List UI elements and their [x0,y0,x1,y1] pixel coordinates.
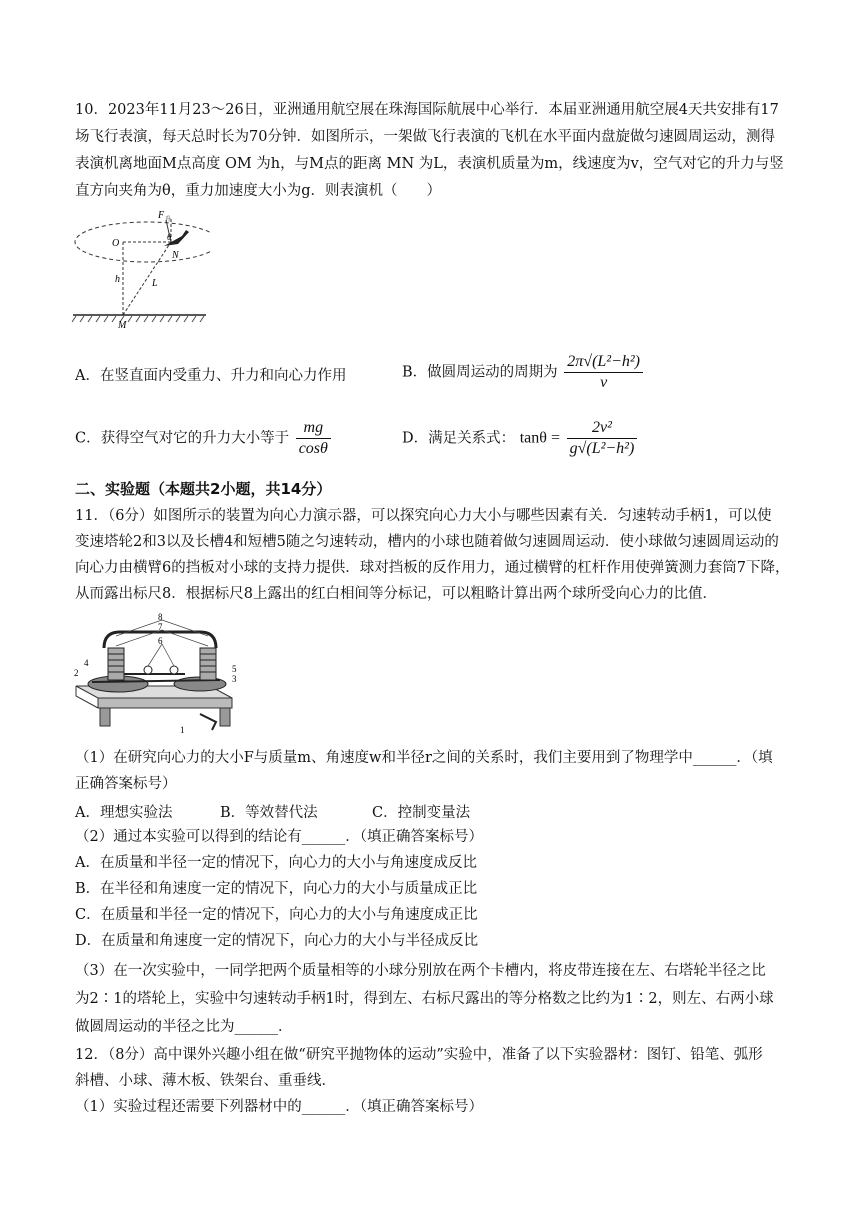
q10-option-c-denominator: cosθ [298,440,328,457]
q10-option-b [402,352,645,393]
fig-label-h: h [115,274,120,285]
q11-part1-option-c: C．控制变量法 [372,805,471,821]
fig-label-O: O [112,238,120,249]
q10-option-a: A．在竖直面内受重力、升力和向心力作用 [75,368,347,384]
fig-label-4: 4 [84,658,89,668]
q10-option-c-fraction [296,418,331,459]
q11-part1-option-a: A．理想实验法 [75,805,173,821]
q11-part3-line-1: （3）在一次实验中，一同学把两个质量相等的小球分别放在两个卡槽内，将皮带连接在左、右塔轮半径之比 [75,963,766,979]
q10-option-d-lhs: tanθ = [519,429,560,447]
fig-label-8: 8 [158,612,163,622]
q11-text-line-4: 从而露出标尺8．根据标尺8上露出的红白相间等分标记，可以粗略计算出两个球所受向心力的比值． [75,586,717,602]
q10-option-d-numerator: 2v² [567,418,638,439]
q10-option-d-prefix: D．满足关系式： [402,430,516,447]
q11-part2-line: （2）通过本实验可以得到的结论有______．（填正确答案标号） [75,829,483,845]
q10-text-line-2: 场飞行表演，每天总时长为70分钟．如图所示，一架做飞行表演的飞机在水平面内盘旋做匀速圆周运动，测得 [75,129,775,145]
q10-option-b-numerator: 2π√(L²−h²) [564,352,643,373]
fig-label-2: 2 [74,668,79,678]
fig-label-6: 6 [158,636,163,646]
fig-label-F: F [158,210,165,221]
q10-text-line-3: 表演机离地面M点高度 OM 为h，与M点的距离 MN 为L，表演机质量为m，线速度为v，空气对它的升力与竖 [75,156,784,172]
q10-text-line-1: 10．2023年11月23～26日，亚洲通用航空展在珠海国际航展中心举行．本届亚洲通用航空展4天共安排有17 [75,102,779,118]
section-2-title: 二、实验题（本题共2小题，共14分） [75,480,332,498]
q10-option-d-fraction [567,418,638,459]
q11-part2-option-a: A．在质量和半径一定的情况下，向心力的大小与角速度成反比 [75,855,477,871]
fig-label-3: 3 [232,674,237,684]
fig-label-F-sub: 升 [165,216,172,223]
fig-label-L: L [152,278,158,289]
q10-option-c-prefix: C．获得空气对它的升力大小等于 [75,430,290,447]
q10-option-d-denominator: g√(L²−h²) [569,440,635,457]
q11-part3-line-2: 为2∶1的塔轮上，实验中匀速转动手柄1时，得到左、右标尺露出的等分格数之比约为1∶2，则左、右两小球 [75,991,774,1007]
fig-label-1: 1 [180,725,185,735]
q11-part2-option-c: C．在质量和半径一定的情况下，向心力的大小与角速度成正比 [75,907,478,923]
q11-part1-option-b: B．等效替代法 [220,805,318,821]
q10-option-d [402,418,639,459]
q10-option-c [75,418,333,459]
q10-option-c-numerator: mg [296,418,331,439]
fig-label-5: 5 [232,664,237,674]
fig-label-theta: θ [167,232,172,242]
fig-label-7: 7 [158,622,163,632]
q11-text-line-2: 变速塔轮2和3以及长槽4和短槽5随之匀速转动，槽内的小球也随着做匀速圆周运动．使小球做匀速圆周运动的 [75,534,779,550]
q11-part3-line-3: 做圆周运动的半径之比为______． [75,1019,293,1035]
q11-part1-line-2: 正确答案标号） [75,776,177,792]
q11-text-line-1: 11．（6分）如图所示的装置为向心力演示器，可以探究向心力大小与哪些因素有关．匀速转动手柄1，可以使 [75,508,772,524]
q10-airplane-figure [70,208,210,330]
q10-option-b-denominator: v [600,374,608,391]
q11-apparatus-figure [70,610,240,735]
q11-part2-option-b: B．在半径和角速度一定的情况下，向心力的大小与质量成正比 [75,881,478,897]
fig-label-N: N [172,250,179,261]
q10-text-line-4: 直方向夹角为θ，重力加速度大小为g．则表演机（ ） [75,183,442,199]
fig-label-M: M [118,320,127,330]
q12-part1-line: （1）实验过程还需要下列器材中的______．（填正确答案标号） [75,1099,483,1115]
q12-text-line-1: 12．（8分）高中课外兴趣小组在做“研究平抛物体的运动”实验中，准备了以下实验器材：图钉、铅笔、弧形 [75,1047,763,1063]
q11-text-line-3: 向心力由横臂6的挡板对小球的支持力提供．球对挡板的反作用力，通过横臂的杠杆作用使弹簧测力套筒7下降， [75,560,790,576]
q10-option-b-prefix: B．做圆周运动的周期为 [402,364,558,381]
q12-text-line-2: 斜槽、小球、薄木板、铁架台、重垂线． [75,1073,336,1089]
q11-part1-line-1: （1）在研究向心力的大小F与质量m、角速度w和半径r之间的关系时，我们主要用到了物理学中______．（填 [75,750,773,766]
q10-option-b-fraction [564,352,643,393]
q11-part2-option-d: D．在质量和角速度一定的情况下，向心力的大小与半径成反比 [75,933,479,949]
